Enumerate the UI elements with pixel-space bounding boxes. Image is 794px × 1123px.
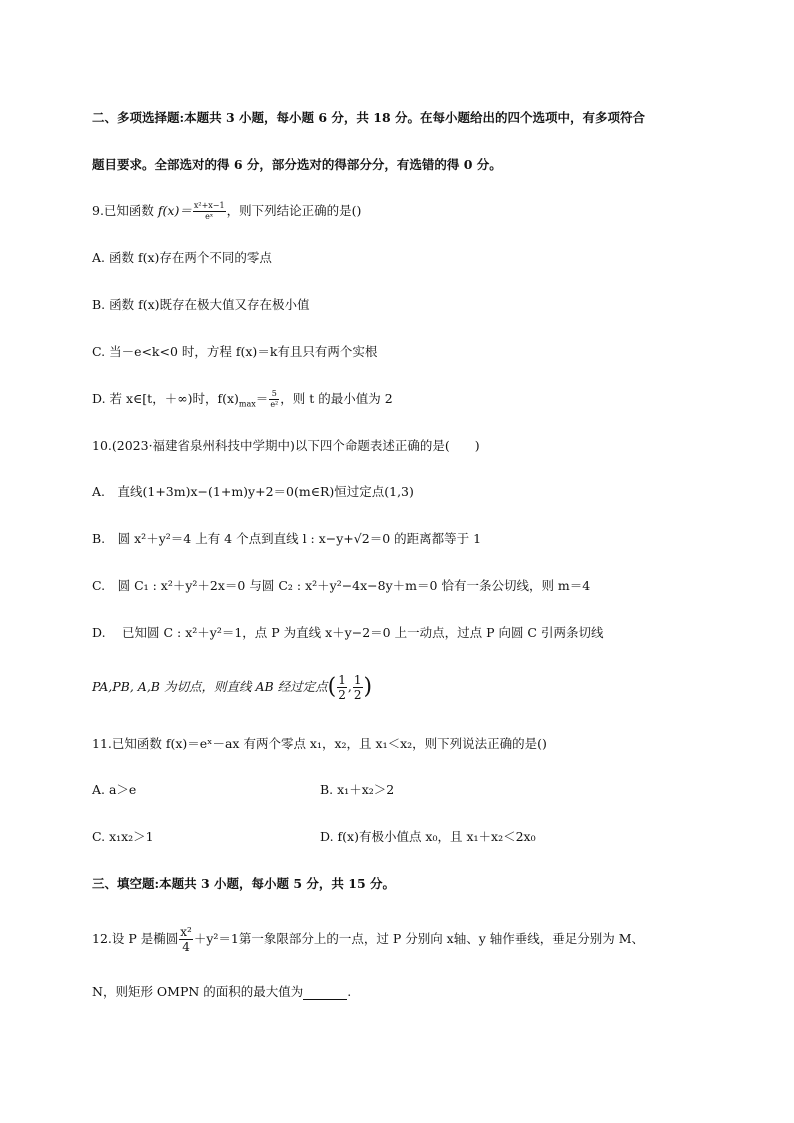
q10-option-d-line2: [92, 674, 372, 701]
section3-heading: 三、填空题:本题共 3 小题，每小题 5 分，共 15 分。: [92, 876, 396, 891]
q9-option-d-denominator: e²: [270, 400, 279, 409]
q11-option-b: B. x₁＋x₂＞2: [320, 782, 395, 797]
q10-point-comma: ,: [347, 679, 352, 694]
q9-option-d-numerator: 5: [269, 390, 279, 400]
q12-line2-text: N，则矩形 OMPN 的面积的最大值为: [92, 984, 304, 999]
q9-fraction: [193, 202, 226, 221]
section2-heading-line1: 二、多项选择题:本题共 3 小题，每小题 6 分，共 18 分。在每小题给出的四个选项中，有多项符合: [92, 110, 646, 125]
q10-option-d-text: PA,PB, A,B 为切点，则直线 AB 经过定点: [92, 679, 328, 694]
q12-fraction: [179, 926, 193, 953]
q10-point-x-denominator: 2: [338, 688, 346, 702]
q11-option-a: A. a＞e: [92, 782, 137, 797]
q9-option-c: C. 当－e<k<0 时，方程 f(x)＝k有且只有两个实根: [92, 344, 378, 359]
q9-stem-prefix: 9.已知函数: [92, 203, 158, 218]
q9-option-d-prefix: D. 若 x∈[t，＋∞)时，f(x): [92, 391, 239, 406]
q10-stem: 10.(2023·福建省泉州科技中学期中)以下四个命题表述正确的是( ): [92, 438, 480, 453]
q12-prefix: 12.设 P 是椭圆: [92, 931, 179, 946]
q10-point-x-numerator: 1: [338, 673, 346, 687]
q11-options-row1: [92, 782, 395, 798]
q9-option-d-max: max: [238, 399, 256, 409]
q9-fraction-numerator: x²+x−1: [193, 201, 225, 210]
q9-stem-suffix: ，则下列结论正确的是(): [226, 203, 362, 218]
q10-option-a: A. 直线(1+3m)x−(1+m)y+2＝0(m∈R)恒过定点(1,3): [92, 484, 414, 499]
q10-right-paren: ): [363, 674, 373, 700]
q9-option-d-suffix: ，则 t 的最小值为 2: [280, 391, 393, 406]
q10-option-b: B. 圆 x²＋y²＝4 上有 4 个点到直线 l : x−y+√2＝0 的距离都等于 1: [92, 531, 482, 546]
q10-point-y-denominator: 2: [353, 688, 362, 702]
q9-option-d-eq: ＝: [255, 391, 269, 406]
q9-stem: [92, 202, 361, 221]
q12-line2: [92, 984, 351, 1000]
q11-option-c: C. x₁x₂＞1: [92, 829, 154, 844]
q9-fraction-denominator: eˣ: [205, 212, 214, 221]
q11-stem: 11.已知函数 f(x)＝eˣ－ax 有两个零点 x₁，x₂，且 x₁＜x₂，则下列说法正确的是(): [92, 736, 547, 751]
q12-answer-blank[interactable]: [303, 987, 347, 1000]
q12-line2-end: .: [347, 984, 352, 999]
q10-left-paren: (: [327, 674, 337, 700]
q9-function: f(x)＝: [157, 203, 192, 218]
q9-option-a: A. 函数 f(x)存在两个不同的零点: [92, 250, 272, 265]
q12-fraction-numerator: x²: [180, 925, 192, 939]
q10-option-c: C. 圆 C₁ : x²＋y²＋2x＝0 与圆 C₂ : x²＋y²−4x−8y＋m＝0 恰有一条公切线，则 m＝4: [92, 578, 591, 593]
q10-point-y-numerator: 1: [353, 673, 362, 687]
q12-fraction-denominator: 4: [182, 940, 190, 954]
q10-point-y: [353, 674, 363, 701]
q11-option-d: D. f(x)有极小值点 x₀，且 x₁＋x₂＜2x₀: [320, 829, 536, 844]
q10-point-x: [337, 674, 347, 701]
q9-option-d-fraction: [269, 390, 279, 409]
q12-suffix: ＋y²＝1第一象限部分上的一点，过 P 分别向 x轴、y 轴作垂线，垂足分别为 M、: [193, 931, 645, 946]
q11-options-row2: [92, 829, 536, 845]
section2-heading-line2: 题目要求。全部选对的得 6 分，部分选对的得部分分，有选错的得 0 分。: [92, 157, 502, 172]
q9-option-b: B. 函数 f(x)既存在极大值又存在极小值: [92, 297, 310, 312]
q9-option-d: [92, 390, 393, 413]
q10-option-d-line1: D. 已知圆 C : x²＋y²＝1，点 P 为直线 x＋y−2＝0 上一动点，过点 P 向圆 C 引两条切线: [92, 625, 604, 640]
q12-line1: [92, 926, 644, 953]
